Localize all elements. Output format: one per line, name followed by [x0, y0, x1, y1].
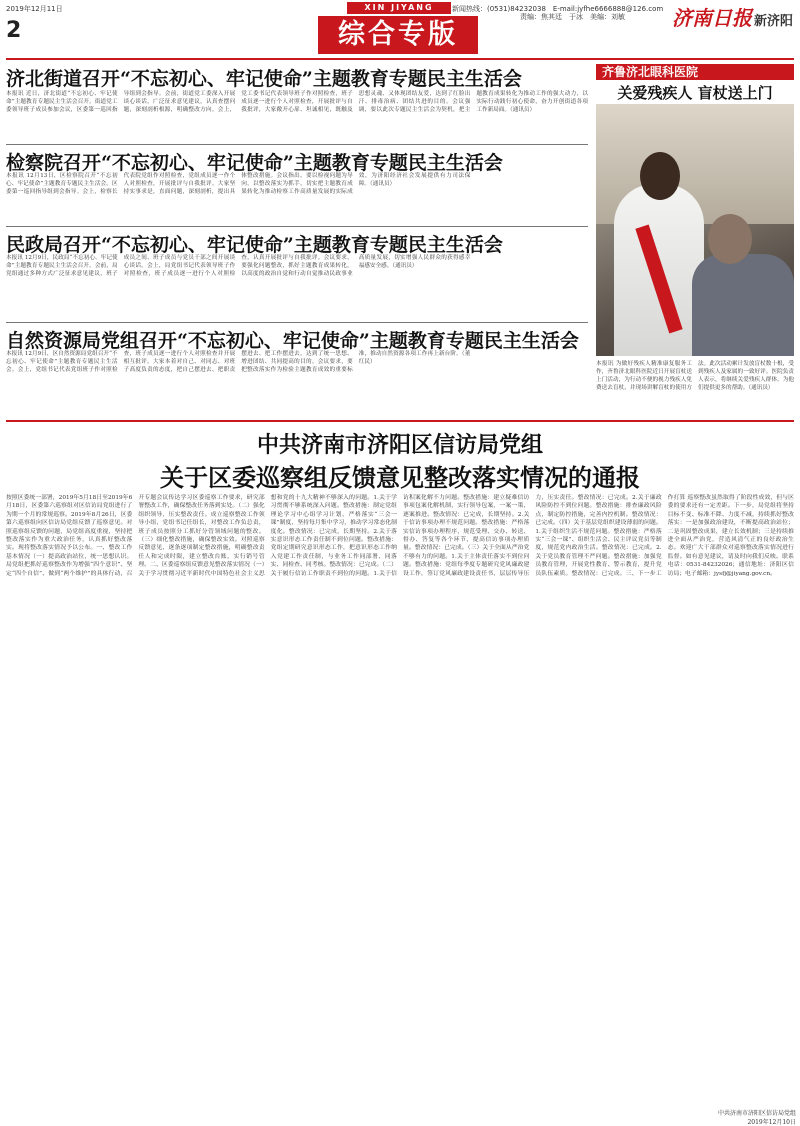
article-2-headline: 检察院召开“不忘初心、牢记使命”主题教育专题民主生活会 — [6, 152, 503, 174]
notice-org-line: 中共济南市济阳区信访局党组 — [256, 432, 543, 458]
divider — [6, 144, 588, 145]
photo-elderly-head — [708, 214, 752, 264]
article-3-headline: 民政局召开“不忘初心、牢记使命”主题教育专题民主生活会 — [6, 234, 503, 256]
photo-caption: 本报讯 为做好残疾人精准康复服务工作，齐鲁济北眼科医院近日开展盲杖送上门活动，为行动不便的视力残疾人免费送去盲杖，并现场讲解盲杖的使用方法。此次活动累计发放盲杖数十根，受到残疾人及家属的一致好评。医院负责人表示，将继续关爱残疾人群体，为他们提供更多的帮助。（通讯员） — [596, 361, 794, 391]
news-photo — [596, 104, 794, 356]
article-2-body: 本报讯 12月13日，区检察院召开“不忘初心、牢记使命”主题教育专题民主生活会。区委第一巡回指导组到会指导。会上，检察长代表院党组作对照检查，党组成员逐一作个人对照检查，开展批评与自我批评。大家坚持实事求是，直面问题，深刻剖析，提出具体整改措施。会议指出，要以检视问题为导向，以整改落实为抓手，切实把主题教育成果转化为推动检察工作高质量发展的实际成效，为济阳经济社会发展提供有力司法保障。（通讯员） — [6, 173, 471, 195]
article-3-body: 本报讯 12月9日，民政局“不忘初心、牢记使命”主题教育专题民主生活会召开。会前，局党组通过多种方式广泛征求意见建议，班子成员之间、班子成员与党员干部之间开展谈心谈话。会上，局党组书记代表领导班子作对照检查，班子成员逐一进行个人对照检查，认真开展批评与自我批评。会议要求，要强化问题整改，抓好主题教育成果转化，以高度的政治自觉和行动自觉推动民政事业高质量发展，切实增强人民群众的获得感幸福感安全感。（通讯员） — [6, 255, 471, 277]
section-banner: 综合专版 — [318, 16, 478, 54]
masthead-sub: 新济阳 — [754, 14, 794, 29]
masthead-main: 济南日报 — [672, 6, 752, 30]
section-pinyin: XIN JIYANG — [347, 2, 451, 14]
sidebar-title: 关爱残疾人 盲杖送上门 — [617, 84, 773, 102]
article-1-body: 本报讯 近日，济北街道“不忘初心、牢记使命”主题教育专题民主生活会召开。街道党工委领导班子成员参加会议，区委第一巡回指导组到会指导。会前，街道党工委深入开展谈心谈话，广泛征求意见建议，认真查摆问题，深刻剖析根源，明确整改方向。会上，党工委书记代表领导班子作对照检查，班子成员逐一进行个人对照检查，开展批评与自我批评，大家敞开心扉、坦诚相见，既触及思想灵魂、又体现团结友爱，达到了红脸出汗、排毒治病、团结共进的目的。会议强调，要以此次专题民主生活会为契机，把主题教育成果转化为推动工作的强大动力，以实际行动践行初心使命，奋力开创街道各项工作新局面。（通讯员） — [6, 91, 588, 113]
section-rule — [6, 420, 794, 422]
article-4-headline: 自然资源局党组召开“不忘初心、牢记使命”主题教育专题民主生活会 — [6, 330, 579, 352]
issue-date: 2019年12月11日 — [6, 5, 63, 13]
divider — [6, 226, 588, 227]
divider — [6, 322, 588, 323]
notice-signature: 中共济南市济阳区信访局党组 — [717, 1110, 796, 1117]
header-rule — [6, 58, 794, 60]
notice-signature-date: 2019年12月10日 — [747, 1119, 796, 1126]
editors: 责编：焦其廷 于冰 美编：刘敏 — [520, 13, 625, 21]
hospital-banner: 齐鲁济北眼科医院 — [596, 64, 794, 80]
page-number: 2 — [6, 18, 22, 43]
photo-doctor-head — [640, 152, 680, 200]
photo-elderly-figure — [692, 254, 794, 356]
article-1-headline: 济北街道召开“不忘初心、牢记使命”主题教育专题民主生活会 — [6, 68, 522, 90]
notice-body: 按照区委统一部署，2019年5月18日至2019年6月18日，区委第六巡察组对区信访局党组进行了为期一个月的常规巡察。2019年8月26日，区委第六巡察组向区信访局党组反馈了巡察意见。对照巡察组反馈的问题，局党组高度重视，坚持把整改落实作为重大政治任务，认真抓好整改落实。现将整改落实情况予以公布。一、整改工作基本情况（一）提高政治站位，统一思想认识。局党组把抓好巡察整改作为增强“四个意识”、坚定“四个自信”、做到“两个维护”的具体行动，召开专题会议传达学习区委巡察工作要求，研究部署整改工作，确保整改任务落到实处。（二）强化组织领导，压实整改责任。成立巡察整改工作领导小组，党组书记任组长，对整改工作负总责，班子成员按照分工抓好分管领域问题的整改。（三）细化整改措施，确保整改实效。对照巡察反馈意见，逐条逐项制定整改措施，明确整改责任人和完成时限，建立整改台账，实行销号管理。二、区委巡察组反馈意见整改落实情况（一）关于学习贯彻习近平新时代中国特色社会主义思想和党的十九大精神不够深入的问题。1.关于学习贯彻不够系统深入问题。整改措施：制定党组理论学习中心组学习计划，严格落实“三会一课”制度，坚持每月集中学习，推动学习常态化制度化。整改情况：已完成，长期坚持。2.关于落实意识形态工作责任制不到位问题。整改措施：党组定期研究意识形态工作，把意识形态工作纳入党建工作责任制，与业务工作同部署、同落实、同检查、同考核。整改情况：已完成。（二）关于履行信访工作职责不到位的问题。1.关于信访积案化解不力问题。整改措施：建立疑难信访事项包案化解机制，实行领导包案，一案一策，逐案推进。整改情况：已完成，长期坚持。2.关于信访事项办理不规范问题。整改措施：严格落实信访事项办理程序，规范受理、交办、转送、督办、答复等各个环节，提高信访事项办理质量。整改情况：已完成。（三）关于全面从严治党不够有力的问题。1.关于主体责任落实不到位问题。整改措施：党组每季度专题研究党风廉政建设工作，签订党风廉政建设责任书，层层传导压力，压实责任。整改情况：已完成。2.关于廉政风险防控不到位问题。整改措施：排查廉政风险点，制定防控措施，完善内控机制。整改情况：已完成。（四）关于基层党组织建设薄弱的问题。1.关于组织生活不规范问题。整改措施：严格落实“三会一课”、组织生活会、民主评议党员等制度，规范党内政治生活。整改情况：已完成。2.关于党员教育管理不严问题。整改措施：加强党员教育管理，开展党性教育、警示教育，提升党员队伍素质。整改情况：已完成。三、下一步工作打算 巡察整改虽然取得了阶段性成效，但与区委的要求还有一定差距。下一步，局党组将坚持目标不变、标准不降、力度不减，持续抓好整改落实：一是加强政治建设，不断提高政治站位；二是巩固整改成果，建立长效机制；三是持续推进全面从严治党，营造风清气正的良好政治生态。欢迎广大干部群众对巡察整改落实情况进行监督。如有意见建议，请及时向我们反映。联系电话：0531-84232026；通信地址：济阳区信访局；电子邮箱：jysfj@jiyang.gov.cn。 — [6, 495, 794, 577]
masthead — [672, 2, 793, 31]
news-hotline: 新闻热线：(0531)84232038 E-mail:jyfhe6666888@126.com — [452, 5, 664, 13]
notice-title: 关于区委巡察组反馈意见整改落实情况的通报 — [160, 463, 640, 492]
article-4-body: 本报讯 12月9日，区自然资源局党组召开“不忘初心、牢记使命”主题教育专题民主生活会。会上，党组书记代表党组班子作对照检查，班子成员逐一进行个人对照检查并开展相互批评。大家本着对自己、对同志、对班子高度负责的态度，把自己摆进去、把职责摆进去、把工作摆进去，达到了统一思想、增进团结、共同提高的目的。会议要求，要把整改落实作为检验主题教育成效的重要标准，推动自然资源各项工作再上新台阶。（董红民） — [6, 351, 471, 373]
notice-signature-block — [610, 1108, 796, 1126]
